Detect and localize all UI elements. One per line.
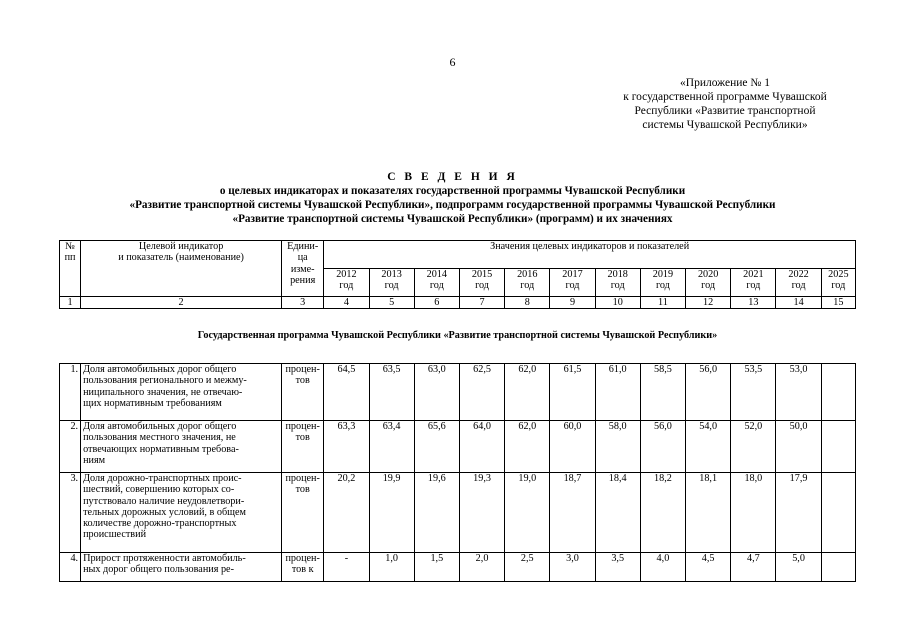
indicator-line: пользования местного значения, не (83, 432, 236, 444)
value-cell: 63,4 (369, 421, 414, 473)
year-word: год (429, 280, 444, 292)
value-cell: 52,0 (731, 421, 776, 473)
value-cell: 18,7 (550, 473, 595, 553)
year-word: год (384, 280, 399, 292)
value-cell: 65,6 (414, 421, 459, 473)
indicator-line: количестве дорожно-транспортных (83, 518, 237, 530)
year-cell (640, 269, 685, 297)
row-number: 4. (60, 553, 81, 582)
indicator-line: шествий, совершению которых со- (83, 484, 235, 496)
table-row (60, 364, 856, 421)
indicator-name (81, 421, 282, 473)
year-cell (414, 269, 459, 297)
value-cell: 62,0 (505, 421, 550, 473)
unit-cell (282, 364, 324, 421)
unit-line: процен- (285, 364, 320, 375)
value-cell: 18,1 (686, 473, 731, 553)
value-cell: 18,4 (595, 473, 640, 553)
value-cell: 62,0 (505, 364, 550, 421)
value-cell: 53,5 (731, 364, 776, 421)
document-title (60, 170, 845, 226)
year-word: год (610, 280, 625, 292)
table-row (60, 421, 856, 473)
column-number: 10 (595, 297, 640, 309)
section-title: Государственная программа Чувашской Республики «Развитие транспортной системы Чувашской Республики» (60, 309, 856, 364)
year-cell (731, 269, 776, 297)
unit-cell (282, 553, 324, 582)
value-cell: 56,0 (640, 421, 685, 473)
value-cell: 1,0 (369, 553, 414, 582)
appendix-line: «Приложение № 1 (680, 77, 770, 89)
column-number: 13 (731, 297, 776, 309)
value-cell: 4,7 (731, 553, 776, 582)
year-cell (369, 269, 414, 297)
value-cell (821, 364, 855, 421)
year-cell (324, 269, 369, 297)
header-text: рения (290, 274, 316, 286)
indicator-line: ных дорог общего пользования ре- (83, 564, 234, 576)
year-number: 2025 (828, 269, 849, 280)
column-number: 11 (640, 297, 685, 309)
header-text: № (65, 241, 75, 252)
year-word: год (791, 280, 806, 292)
column-number-row (60, 297, 856, 309)
year-word: год (520, 280, 535, 292)
row-number: 3. (60, 473, 81, 553)
table-row (60, 553, 856, 582)
header-text: Целевой индикатор (138, 241, 224, 252)
indicator-name (81, 553, 282, 582)
value-cell: 64,0 (459, 421, 504, 473)
indicator-line: пользования регионального и межму- (83, 375, 247, 387)
column-number: 6 (414, 297, 459, 309)
value-cell: 53,0 (776, 364, 821, 421)
value-cell: 54,0 (686, 421, 731, 473)
year-cell (550, 269, 595, 297)
column-number: 15 (821, 297, 855, 309)
year-number: 2022 (788, 269, 809, 280)
title-line: о целевых индикаторах и показателях государственной программы Чувашской Республики (219, 185, 686, 197)
indicator-line: путствовало наличие неудовлетвори- (83, 495, 245, 507)
value-cell: 19,6 (414, 473, 459, 553)
year-number: 2019 (652, 269, 674, 280)
year-number: 2014 (426, 269, 448, 280)
year-number: 2015 (471, 269, 493, 280)
unit-line: тов к (291, 564, 314, 576)
header-text: и показатель (наименование) (118, 252, 244, 264)
indicator-line: тельных дорожных условий, в общем (83, 506, 246, 518)
value-cell: 2,0 (459, 553, 504, 582)
value-cell: 4,5 (686, 553, 731, 582)
year-number: 2021 (743, 269, 764, 280)
appendix-note (600, 76, 850, 132)
appendix-line: системы Чувашской Республики» (642, 119, 808, 131)
value-cell: 5,0 (776, 553, 821, 582)
unit-line: тов (295, 375, 310, 387)
unit-line: процен- (285, 473, 320, 484)
header-indicator (81, 241, 282, 297)
value-cell (821, 421, 855, 473)
appendix-line: Республики «Развитие транспортной (634, 105, 816, 117)
indicator-line: ниципального значения, не отвечаю- (83, 386, 243, 398)
value-cell: 58,5 (640, 364, 685, 421)
indicator-name (81, 473, 282, 553)
value-cell: 4,0 (640, 553, 685, 582)
value-cell: 3,0 (550, 553, 595, 582)
indicator-line: Доля дорожно-транспортных проис- (83, 473, 242, 484)
value-cell: 63,3 (324, 421, 369, 473)
value-cell: 19,3 (459, 473, 504, 553)
column-number: 1 (60, 297, 81, 309)
indicator-name (81, 364, 282, 421)
row-number: 2. (60, 421, 81, 473)
value-cell: 2,5 (505, 553, 550, 582)
indicator-line: Доля автомобильных дорог общего (83, 421, 237, 432)
year-number: 2016 (517, 269, 538, 280)
indicator-line: щих нормативным требованиям (83, 397, 222, 409)
indicator-line: Доля автомобильных дорог общего (83, 364, 237, 375)
value-cell: 50,0 (776, 421, 821, 473)
year-cell (776, 269, 821, 297)
header-text: пп (64, 252, 76, 264)
value-cell: 64,5 (324, 364, 369, 421)
column-number: 5 (369, 297, 414, 309)
value-cell: 1,5 (414, 553, 459, 582)
unit-line: процен- (285, 421, 320, 432)
year-word: год (831, 280, 846, 292)
value-cell: 56,0 (686, 364, 731, 421)
value-cell: 18,0 (731, 473, 776, 553)
value-cell: 61,0 (595, 364, 640, 421)
value-cell: 18,2 (640, 473, 685, 553)
value-cell: 3,5 (595, 553, 640, 582)
unit-line: процен- (285, 553, 320, 564)
indicator-line: происшествий (83, 529, 147, 541)
header-row (60, 241, 856, 269)
title-main: С В Е Д Е Н И Я (387, 171, 518, 183)
header-unit (282, 241, 324, 297)
header-num (60, 241, 81, 297)
indicator-line: ниям (83, 454, 106, 466)
value-cell: - (324, 553, 369, 582)
year-number: 2018 (607, 269, 628, 280)
column-number: 7 (459, 297, 504, 309)
value-cell: 61,5 (550, 364, 595, 421)
year-cell (686, 269, 731, 297)
header-text: Едини- (287, 241, 319, 252)
value-cell: 17,9 (776, 473, 821, 553)
year-word: год (746, 280, 761, 292)
value-cell: 58,0 (595, 421, 640, 473)
value-cell: 63,0 (414, 364, 459, 421)
value-cell (821, 553, 855, 582)
header-values-title: Значения целевых индикаторов и показателей (324, 241, 856, 269)
row-number: 1. (60, 364, 81, 421)
year-word: год (655, 280, 670, 292)
year-cell (595, 269, 640, 297)
year-word: год (339, 280, 354, 292)
year-number: 2012 (336, 269, 357, 280)
year-word: год (475, 280, 489, 292)
unit-line: тов (295, 484, 310, 496)
value-cell (821, 473, 855, 553)
value-cell: 62,5 (459, 364, 504, 421)
column-number: 12 (686, 297, 731, 309)
year-word: год (565, 280, 580, 292)
value-cell: 19,9 (369, 473, 414, 553)
year-number: 2013 (381, 269, 402, 280)
value-cell: 19,0 (505, 473, 550, 553)
year-number: 2020 (697, 269, 719, 280)
year-cell (459, 269, 504, 297)
table-row (60, 473, 856, 553)
year-word: год (701, 280, 716, 292)
year-cell (821, 269, 855, 297)
unit-cell (282, 421, 324, 473)
column-number: 14 (776, 297, 821, 309)
title-line: «Развитие транспортной системы Чувашской Республики» (программ) и их значениях (232, 213, 673, 225)
title-line: «Развитие транспортной системы Чувашской Республики», подпрограмм государственной программы Чувашской Республики (129, 199, 776, 211)
header-text: ца (297, 252, 308, 264)
indicators-table (59, 240, 856, 582)
page-number: 6 (449, 55, 456, 69)
column-number: 8 (505, 297, 550, 309)
appendix-line: к государственной программе Чувашской (623, 91, 827, 103)
value-cell: 60,0 (550, 421, 595, 473)
section-row (60, 309, 856, 364)
value-cell: 63,5 (369, 364, 414, 421)
unit-cell (282, 473, 324, 553)
column-number: 2 (81, 297, 282, 309)
indicator-line: отвечающих нормативным требова- (83, 443, 239, 455)
column-number: 4 (324, 297, 369, 309)
column-number: 9 (550, 297, 595, 309)
year-cell (505, 269, 550, 297)
unit-line: тов (295, 432, 310, 444)
column-number: 3 (282, 297, 324, 309)
value-cell: 20,2 (324, 473, 369, 553)
year-number: 2017 (562, 269, 583, 280)
indicator-line: Прирост протяженности автомобиль- (83, 553, 246, 564)
header-text: изме- (290, 263, 315, 275)
